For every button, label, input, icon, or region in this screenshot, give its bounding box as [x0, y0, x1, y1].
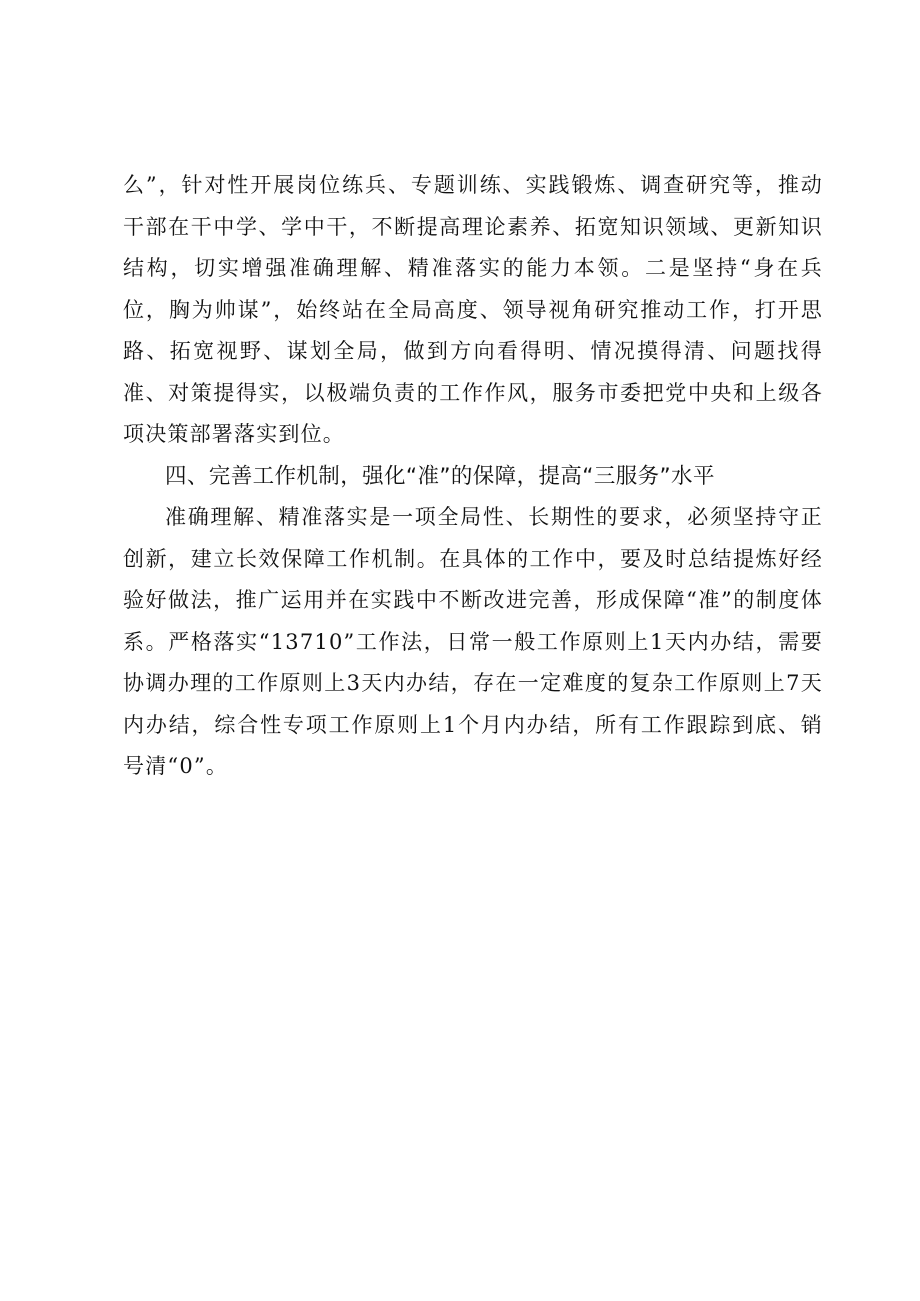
section-heading: 四、完善工作机制，强化“准”的保障，提高“三服务”水平 [165, 463, 715, 489]
document-body [123, 165, 823, 788]
body-paragraph-continued: 么”，针对性开展岗位练兵、专题训练、实践锻炼、调查研究等，推动干部在干中学、学中干，不断提高理论素养、拓宽知识领域、更新知识结构，切实增强准确理解、精准落实的能力本领。二是坚持“身在兵位，胸为帅谋”，始终站在全局高度、领导视角研究推动工作，打开思路、拓宽视野、谋划全局，做到方向看得明、情况摸得清、问题找得准、对策提得实，以极端负责的工作作风，服务市委把党中央和上级各项决策部署落实到位。 [123, 173, 823, 446]
body-paragraph: 准确理解、精准落实是一项全局性、长期性的要求，必须坚持守正创新，建立长效保障工作机制。在具体的工作中，要及时总结提炼好经验好做法，推广运用并在实践中不断改进完善，形成保障“准”的制度体系。严格落实“13710”工作法，日常一般工作原则上1天内办结，需要协调办理的工作原则上3天内办结，存在一定难度的复杂工作原则上7天内办结，综合性专项工作原则上1个月内办结，所有工作跟踪到底、销号清“0”。 [123, 505, 823, 778]
